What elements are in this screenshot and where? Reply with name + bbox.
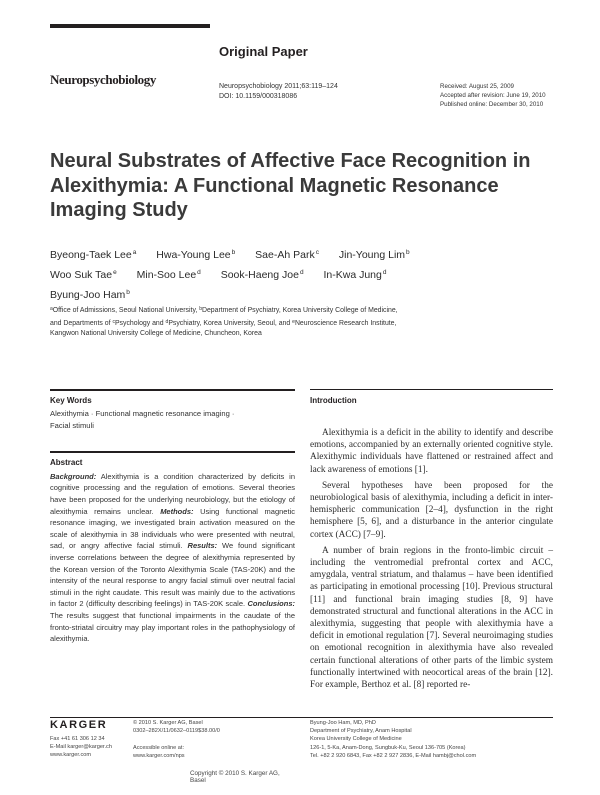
affil-text: Kangwon National University College of Medicine, Chuncheon, Korea [50,330,262,337]
publisher-logo: KARGER [50,719,108,731]
pub-issn: 0302–282X/11/0632–0119$38.00/0 [133,728,220,735]
author-affil-mark: e [113,269,117,276]
affil-text: Psychiatry, Korea University, Seoul, and [168,319,291,327]
author-name: In-Kwa Jung [323,269,382,281]
author [221,269,304,281]
author [137,269,201,281]
intro-paragraph: Several hypotheses have been proposed for the neurobiological basis of alexithymia, including a deficit in inter-hemispheric communication [2–4], dysfunction in the right hemisphere [5, 6], and a disturbance in the anterior cingulate cortex (ACC) [7–9]. [310,480,553,540]
publisher-fax: Fax +41 61 306 12 34 [50,736,105,742]
affil-mark: e [292,318,295,325]
publication-info [133,719,220,760]
copyright-notice: Copyright © 2010 S. Karger AG, Basel [190,770,280,784]
affil-text: Department of Psychiatry, Korea University College of Medicine, [202,307,398,314]
paper-title: Neural Substrates of Affective Face Recognition in Alexithymia: A Functional Magnetic Resonance Imaging Study [50,150,531,221]
keywords-heading: Key Words [50,396,92,405]
keywords-line: Alexithymia · Functional magnetic resonance imaging · [50,409,235,418]
introduction-heading: Introduction [310,396,357,405]
abstract-heading: Abstract [50,457,83,467]
author [323,269,386,281]
author-affil-mark: a [132,249,137,256]
author-affil-mark: b [231,249,236,256]
affil-text: and Departments of [50,319,111,327]
author-affil-mark: d [299,269,304,276]
author-affil-mark: b [126,289,130,296]
author [50,269,117,281]
right-column [310,389,553,695]
author-name: Min-Soo Lee [136,269,197,281]
author-affil-mark: c [315,249,319,256]
header-rule [50,24,210,28]
affil-mark: b [199,306,202,312]
affil-mark: c [112,318,115,325]
author-list [50,244,560,304]
author-name: Byung-Joo Ham [50,289,126,301]
abstract-methods-text: Using functional magnetic resonance imaging, we investigated brain activation measured on the scale of alexithymia in 38 individuals who were presented with neutral, sad, or angry affective facial stimuli. [50,506,295,551]
author [339,249,410,261]
article-dates [440,82,546,110]
author [50,289,130,301]
abstract-body [50,471,295,645]
author-name: Sae-Ah Park [255,249,315,261]
author-name: Woo Suk Tae [50,269,113,281]
intro-paragraph: Alexithymia is a deficit in the ability to identify and describe emotions, accompanied by an externally oriented cognitive style. Alexithymic individuals have flattened or restrained affect and lack awareness of emotions [1]. [310,428,553,475]
abstract-results-label: Results: [187,541,218,551]
pub-access-url[interactable]: www.karger.com/nps [133,752,185,759]
correspondence [310,719,476,760]
publisher-email[interactable]: E-Mail karger@karger.ch [50,744,112,751]
citation-volume: Neuropsychobiology 2011;63:119–124 [219,83,338,90]
corr-institution: Korea University College of Medicine [310,736,402,743]
author [255,249,319,261]
keywords-line: Facial stimuli [50,421,94,431]
affiliations [50,304,550,340]
footer-rule [50,717,553,718]
abstract-background-text: Alexithymia is a condition characterized by deficits in cognitive processing and the regulation of emotions. Several theories have been proposed for the underlying neurobiology, but the etiology of alexithymia remains unclear. [50,471,295,516]
author-name: Sook-Haeng Joe [220,269,299,281]
author-affil-mark: d [197,269,201,276]
intro-paragraph: A number of brain regions in the fronto-limbic circuit – including the ventromedial prefrontal cortex and ACC, amygdala, ventral striatum, and thalamus – have been identified as participating in emotional processing [10]. Previous structural [11] and functional brain imaging studies [8, 9] have demonstrated structural and functional alterations in the ACC in alexithymia, suggesting that people with alexithymia have a deficit in emotional regulation [7]. Several neuroimaging studies on emotional recognition in alexithymia have also revealed certain functional alterations of other parts of the limbic system functionally intertwined with neocortical areas of the brain [12]. For example, Berthoz et al. [8] reported re- [310,545,553,691]
author [50,249,136,261]
corr-dept: Department of Psychiatry, Anam Hospital [310,728,412,735]
affil-text: Neuroscience Research Institute, [294,319,397,327]
introduction-body [310,427,553,691]
publisher-web[interactable]: www.karger.com [50,752,92,759]
intro-rule [310,389,553,390]
author [156,249,235,261]
abstract-background-label: Background: [50,471,97,481]
author-name: Jin-Young Lim [338,249,406,261]
citation-doi[interactable]: DOI: 10.1159/000318086 [219,92,298,100]
author-affil-mark: d [382,269,387,276]
article-type: Original Paper [219,44,308,59]
affil-mark: d [165,318,169,325]
citation [219,82,338,101]
affil-text: Psychology and [114,319,164,327]
corr-name: Byung-Joo Ham, MD, PhD [310,720,376,726]
abstract-conclusions-label: Conclusions: [247,599,295,609]
abstract-results-text: We found significant inverse correlations between the degree of alexithymia represented by the Korean version of the Toronto Alexithymia Scale (TAS-20K) and the intensity of the neural response to angry facial stimuli over neutral facial stimuli in the right caudate. This result was mainly due to the activations in factor 2 (difficulty describing feelings) in TAS-20K scale. [50,541,296,609]
received-date: Received: August 25, 2009 [440,83,514,90]
author-name: Hwa-Young Lee [156,249,231,261]
affil-text: Office of Admissions, Seoul National University, [52,307,198,314]
affil-mark: a [50,306,53,312]
accepted-date: Accepted after revision: June 19, 2010 [440,92,546,100]
keywords [50,408,295,433]
publisher-contact [50,735,112,760]
corr-address: 126-1, 5-Ka, Anam-Dong, Sungbuk-Ku, Seoul 136-705 (Korea) [310,744,466,751]
pub-access-label: Accessible online at: [133,744,184,751]
pub-copyright: © 2010 S. Karger AG, Basel [133,720,203,726]
author-affil-mark: b [406,249,410,256]
keywords-rule [50,389,295,391]
corr-contact: Tel. +82 2 920 6843, Fax +82 2 927 2836, E-Mail hambj@chol.com [310,752,477,759]
published-date: Published online: December 30, 2010 [440,101,544,109]
journal-logo: Neuropsychobiology [50,72,156,87]
abstract-conclusions-text: The results suggest that functional impairments in the caudate of the fronto-striatal circuitry may play important roles in the pathophysiology of alexithymia. [50,610,295,644]
author-name: Byeong-Taek Lee [50,249,132,261]
abstract-methods-label: Methods: [160,506,194,516]
abstract-rule [50,451,295,453]
